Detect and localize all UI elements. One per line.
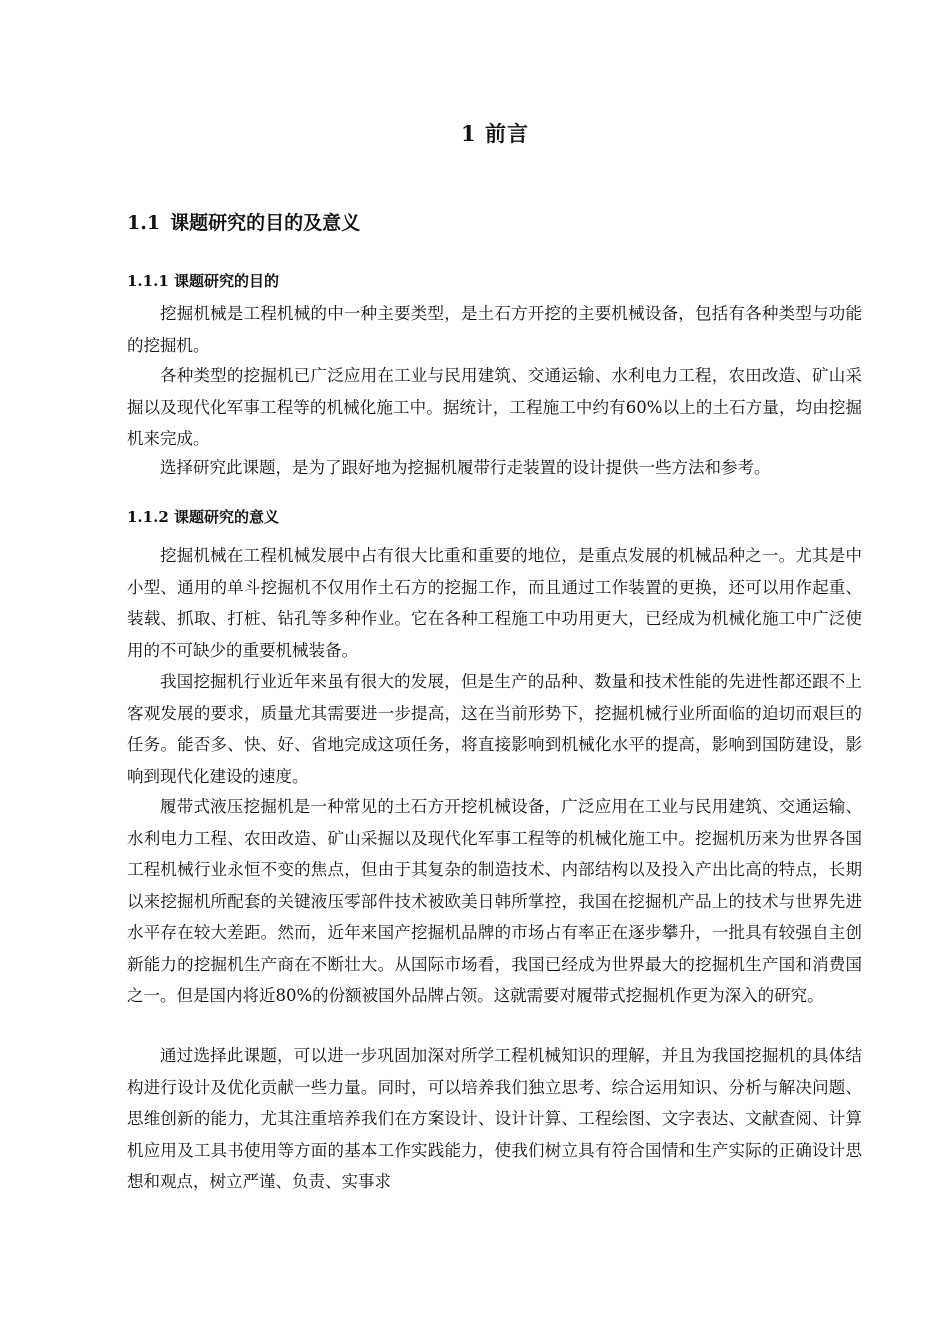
section-heading — [127, 208, 360, 235]
paragraph: 履带式液压挖掘机是一种常见的土石方开挖机械设备，广泛应用在工业与民用建筑、交通运输、水利电力工程、农田改造、矿山采掘以及现代化军事工程等的机械化施工中。挖掘机历来为世界各国工程机械行业永恒不变的焦点，但由于其复杂的制造技术、内部结构以及投入产出比高的特点，长期以来挖掘机所配套的关键液压零部件技术被欧美日韩所掌控，我国在挖掘机产品上的技术与世界先进水平存在较大差距。然而，近年来国产挖掘机品牌的市场占有率正在逐步攀升，一批具有较强自主创新能力的挖掘机生产商在不断壮大。从国际市场看，我国已经成为世界最大的挖掘机生产国和消费国之一。但是国内将近80%的份额被国外品牌占领。这就需要对履带式挖掘机作更为深入的研究。 — [127, 797, 862, 1005]
subsection-heading-significance: 1.1.2 课题研究的意义 — [127, 508, 279, 526]
paragraph: 挖掘机械是工程机械的中一种主要类型，是土石方开挖的主要机械设备，包括有各种类型与功能的挖掘机。 — [127, 304, 862, 355]
paragraph: 通过选择此课题，可以进一步巩固加深对所学工程机械知识的理解，并且为我国挖掘机的具体结构进行设计及优化贡献一些力量。同时，可以培养我们独立思考、综合运用知识、分析与解决问题、思维创新的能力，尤其注重培养我们在方案设计、设计计算、工程绘图、文字表达、文献查阅、计算机应用及工具书使用等方面的基本工作实践能力，使我们树立具有符合国情和生产实际的正确设计思想和观点，树立严谨、负责、实事求 — [127, 1046, 862, 1191]
subsection-heading-purpose: 1.1.1 课题研究的目的 — [127, 272, 279, 290]
paragraph: 选择研究此课题，是为了跟好地为挖掘机履带行走装置的设计提供一些方法和参考。 — [160, 458, 771, 477]
chapter-title: 1 前言 — [461, 121, 529, 146]
paragraph: 各种类型的挖掘机已广泛应用在工业与民用建筑、交通运输、水利电力工程，农田改造、矿山采掘以及现代化军事工程等的机械化施工中。据统计，工程施工中约有60%以上的土石方量，均由挖掘机来完成。 — [127, 366, 862, 448]
section-title: 课题研究的目的及意义 — [170, 212, 361, 234]
paragraph: 我国挖掘机行业近年来虽有很大的发展，但是生产的品种、数量和技术性能的先进性都还跟不上客观发展的要求，质量尤其需要进一步提高，这在当前形势下，挖掘机械行业所面临的迫切而艰巨的任务。能否多、快、好、省地完成这项任务，将直接影响到机械化水平的提高，影响到国防建设，影响到现代化建设的速度。 — [127, 672, 862, 786]
paragraph: 挖掘机械在工程机械发展中占有很大比重和重要的地位，是重点发展的机械品种之一。尤其是中小型、通用的单斗挖掘机不仅用作土石方的挖掘工作，而且通过工作装置的更换，还可以用作起重、装载、抓取、打桩、钻孔等多种作业。它在各种工程施工中功用更大，已经成为机械化施工中广泛使用的不可缺少的重要机械装备。 — [127, 546, 862, 660]
section-number: 1.1 — [127, 212, 161, 234]
